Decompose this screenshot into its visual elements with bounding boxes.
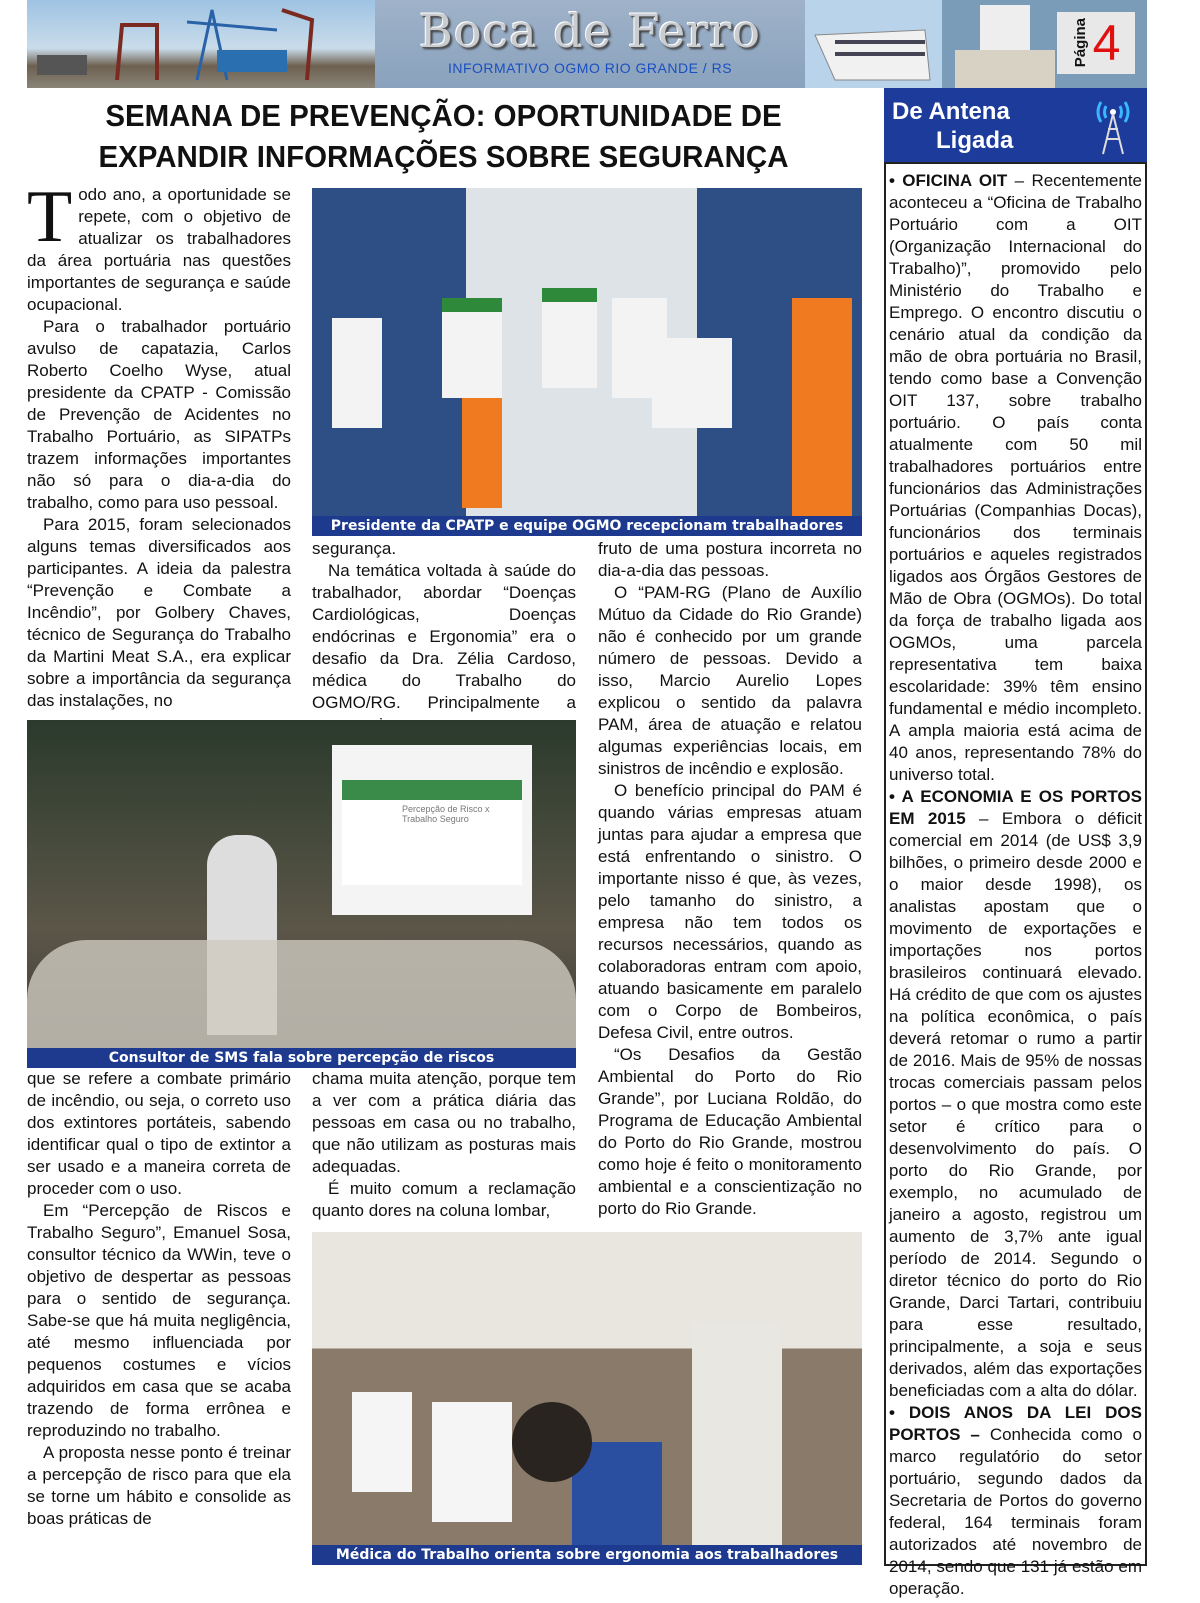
article-col1-top xyxy=(27,176,291,714)
paragraph: A proposta nesse ponto é treinar a percepção de risco para que ela se torne um hábito e consolide as boas práticas de xyxy=(27,1443,291,1528)
photo-team xyxy=(312,188,862,536)
article-col2-bottom xyxy=(312,1068,576,1224)
masthead xyxy=(375,0,805,88)
article-col2-top xyxy=(312,538,576,714)
ship-photo xyxy=(805,0,1147,88)
classroom-illustration xyxy=(312,1232,862,1545)
page-label: Página xyxy=(1071,18,1089,68)
article-col3 xyxy=(598,538,862,1228)
crane-illustration xyxy=(27,0,375,88)
sidebar-item-text: – Recentemente aconteceu a “Oficina de Trabalho Portuário com a OIT (Organização Internacional do Trabalho)”, promovido pelo Ministério do Trabalho e Emprego. O encontro discutiu o cenário atual da condição da mão de obra portuária no Brasil, tendo como base a Convenção OIT 137, sobre trabalho portuário. O país conta atualmente com 50 mil trabalhadores portuários entre funcionários das Administrações Portuárias (Companhias Docas), funcionários dos terminais portuários e aqueles registrados ligados aos Órgãos Gestores de Mão de Obra (OGMOs). Do total da força de trabalho ligada aos OGMOs, uma parcela representativa tem baixa escolaridade: 39% têm ensino fundamental e médio incompleto. A ampla maioria está acima de 40 anos, representando 78% do universo total. xyxy=(889,171,1143,784)
photo-presentation xyxy=(27,720,576,1068)
port-cranes-photo xyxy=(27,0,375,88)
sidebar-body xyxy=(884,162,1147,1598)
audience xyxy=(27,940,576,1050)
paragraph: chama muita atenção, porque tem a ver com a prática diária das pessoas em casa ou no trabalho, que não utilizam as posturas mais adequadas. xyxy=(312,1069,576,1176)
sidebar-header xyxy=(884,88,1147,162)
sidebar-item-text: Conhecida como o marco regulatório do setor portuário, segundo dados da Secretaria de Portos do governo federal, 164 terminais foram autorizados até novembro de 2014, sendo que 131 já estão em operação. xyxy=(889,1425,1142,1598)
drop-cap: T xyxy=(27,176,73,258)
page-number-box xyxy=(1057,12,1135,74)
paragraph: “Os Desafios da Gestão Ambiental do Porto do Rio Grande”, por Luciana Roldão, do Programa de Educação Ambiental do Porto do Rio Grande, mostrou como hoje é feito o monitoramento ambiental e a conscientização no porto do Rio Grande. xyxy=(598,1045,862,1218)
headline-line: SEMANA DE PREVENÇÃO: OPORTUNIDADE DE xyxy=(105,98,782,133)
sidebar-item-head: • DOIS ANOS DA LEI DOS PORTOS – xyxy=(889,1403,1142,1444)
paragraph: odo ano, a oportunidade se repete, com o objetivo de atualizar os trabalhadores da área portuária nas questões importantes de segurança e saúde ocupacional. xyxy=(27,185,291,314)
paragraph: O “PAM-RG (Plano de Auxílio Mútuo da Cidade do Rio Grande) não é conhecido por um grande número de pessoas. Devido a isso, Marcio Aurelio Lopes explicou o sentido da palavra PAM, área de atuação e relatou algumas experiências locais, em sinistros de incêndio e explosão. xyxy=(598,583,862,778)
sidebar-item xyxy=(889,786,1142,1402)
paragraph: que se refere a combate primário de incêndio, ou seja, o correto uso dos extintores portáteis, sabendo identificar qual o tipo de extintor a ser usado e a maneira correta de proceder com o uso. xyxy=(27,1069,291,1198)
photo-caption: Consultor de SMS fala sobre percepção de riscos xyxy=(27,1048,576,1068)
sidebar-item-text: – Embora o déficit comercial em 2014 (de US$ 3,9 bilhões, o primeiro desde 2000 e o maior desde 1998), os analistas apostam que o movimento de exportações e importações nos portos brasileiros continuará elevado. Há crédito de que com os ajustes na política econômica, o país deverá retomar o rumo a partir de 2016. Mais de 95% de nossas trocas comerciais passam pelos portos – o que mostra como este setor é crítico para o desenvolvimento do país. O porto do Rio Grande, por exemplo, no acumulado de janeiro a agosto, registrou um aumento de 3,7% ante igual período de 2014. Segundo o diretor técnico do porto do Rio Grande, Darci Tartari, contribuiu para esse resultado, principalmente, a soja e seus derivados, além das exportações beneficiadas com a alta do dólar. xyxy=(889,809,1142,1400)
article-col1-bottom xyxy=(27,1068,291,1558)
slide-title: Percepção de Risco x Trabalho Seguro xyxy=(342,780,522,885)
masthead-title: Boca de Ferro xyxy=(419,4,761,58)
antenna-icon xyxy=(1091,94,1135,156)
sidebar-item xyxy=(889,170,1142,786)
projector-screen xyxy=(332,745,532,915)
paragraph: fruto de uma postura incorreta no dia-a-dia das pessoas. xyxy=(598,539,862,580)
photo-caption: Médica do Trabalho orienta sobre ergonomia aos trabalhadores xyxy=(312,1545,862,1565)
masthead-banner xyxy=(27,0,1147,88)
headline-line: EXPANDIR INFORMAÇÕES SOBRE SEGURANÇA xyxy=(98,139,789,174)
sidebar-title: De Antena xyxy=(892,98,1010,125)
paragraph: Para 2015, foram selecionados alguns temas diversificados aos participantes. A ideia da palestra “Prevenção e Combate a Incêndio”, por Golbery Chaves, técnico de Segurança do Trabalho da Martini Meat S.A., era explicar sobre a importância da segurança das instalações, no xyxy=(27,515,291,710)
sidebar-item xyxy=(889,1402,1142,1600)
article-headline xyxy=(48,95,839,177)
paragraph: segurança. xyxy=(312,539,397,558)
paragraph: É muito comum a reclamação quanto dores na coluna lombar, xyxy=(312,1179,576,1220)
people-illustration xyxy=(312,188,862,518)
page-number: 4 xyxy=(1092,15,1121,71)
masthead-subtitle: INFORMATIVO OGMO RIO GRANDE / RS xyxy=(447,60,733,76)
paragraph: Na temática voltada à saúde do trabalhador, abordar “Doenças Cardiológicas, Doenças endócrinas e Ergonomia” era o desafio da Dra. Zélia Cardoso, médica do Trabalho do OGMO/RG. Principalmente a xyxy=(312,561,576,712)
sidebar-item-head: • A ECONOMIA E OS PORTOS EM 2015 xyxy=(889,787,1142,828)
paragraph: Para o trabalhador portuário avulso de capatazia, Carlos Roberto Coelho Wyse, atual presidente da CPATP - Comissão de Prevenção de Acidentes no Trabalho Portuário, as SIPATPs trazem informações importantes não só para o dia-a-dia do trabalho, como para uso pessoal. xyxy=(27,317,291,512)
photo-ergonomics xyxy=(312,1232,862,1565)
paragraph: Em “Percepção de Riscos e Trabalho Seguro”, Emanuel Sosa, consultor técnico da WWin, teve o objetivo de despertar as pessoas para o sentido de segurança. Sabe-se que há muita negligência, até mesmo influenciada por pequenos costumes e vícios adquiridos em casa que se acaba trazendo de forma errônea e reproduzindo no trabalho. xyxy=(27,1201,291,1440)
sidebar-item-head: • OFICINA OIT xyxy=(889,171,1008,190)
sidebar-title: Ligada xyxy=(936,127,1014,154)
paragraph: O benefício principal do PAM é quando várias empresas atuam juntas para ajudar a empresa que está enfrentando o sinistro. O importante nisso é que, às vezes, pelo tamanho do sinistro, a empresa não tem todos os recursos necessários, quando as colaboradoras entram com apoio, atuando basicamente em paralelo com o Corpo de Bombeiros, Defesa Civil, entre outros. xyxy=(598,781,862,1042)
photo-caption: Presidente da CPATP e equipe OGMO recepcionam trabalhadores xyxy=(312,516,862,536)
